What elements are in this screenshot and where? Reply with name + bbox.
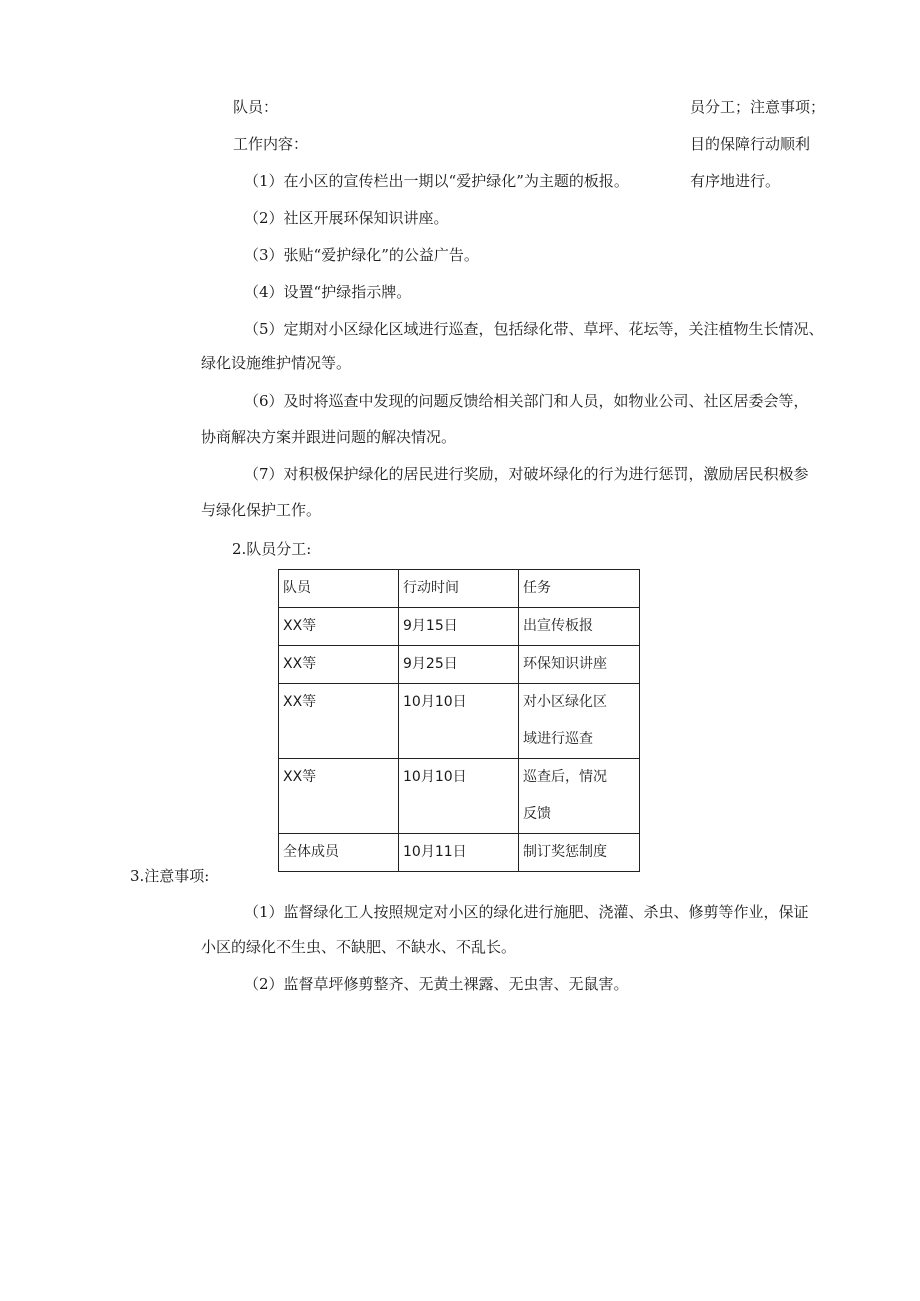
members-label: 队员： <box>233 98 279 116</box>
work-item-continuation: 绿化设施维护情况等。 <box>201 354 352 372</box>
work-item-continuation: 与绿化保护工作。 <box>201 501 322 519</box>
table-cell: 10月10日 <box>399 759 519 834</box>
table-cell: 对小区绿化区 域进行巡查 <box>519 684 640 759</box>
work-item: （3）张贴“爱护绿化”的公益广告。 <box>244 246 479 264</box>
side-text-line: 有序地进行。 <box>690 172 781 190</box>
work-item: （5）定期对小区绿化区域进行巡查，包括绿化带、草坪、花坛等，关注植物生长情况、 <box>244 320 824 338</box>
table-cell: 出宣传板报 <box>519 608 640 646</box>
table-cell: XX等 <box>279 759 399 834</box>
table-row <box>279 608 640 646</box>
table-cell: 全体成员 <box>279 834 399 872</box>
section-3-title: 3.注意事项: <box>130 867 210 885</box>
table-cell: XX等 <box>279 646 399 684</box>
table-cell: 巡查后，情况 反馈 <box>519 759 640 834</box>
work-item: （4）设置“护绿指示牌。 <box>244 283 412 301</box>
work-item: （1）在小区的宣传栏出一期以“爱护绿化”为主题的板报。 <box>244 172 629 190</box>
note-item-continuation: 小区的绿化不生虫、不缺肥、不缺水、不乱长。 <box>201 938 517 956</box>
note-item: （2）监督草坪修剪整齐、无黄土裸露、无虫害、无鼠害。 <box>244 975 629 993</box>
assignment-table <box>278 569 640 872</box>
table-cell: 9月15日 <box>399 608 519 646</box>
table-cell: XX等 <box>279 608 399 646</box>
header-cell: 行动时间 <box>399 570 519 608</box>
work-item: （7）对积极保护绿化的居民进行奖励，对破坏绿化的行为进行惩罚，激励居民积极参 <box>244 465 809 483</box>
header-cell: 任务 <box>519 570 640 608</box>
table-cell: 制订奖惩制度 <box>519 834 640 872</box>
work-item: （2）社区开展环保知识讲座。 <box>244 209 449 227</box>
table-row <box>279 759 640 834</box>
header-cell: 队员 <box>279 570 399 608</box>
note-item: （1）监督绿化工人按照规定对小区的绿化进行施肥、浇灌、杀虫、修剪等作业，保证 <box>244 903 809 921</box>
table-cell: 9月25日 <box>399 646 519 684</box>
work-item-continuation: 协商解决方案并跟进问题的解决情况。 <box>201 428 457 446</box>
side-text-line: 目的保障行动顺利 <box>690 135 811 153</box>
work-content-label: 工作内容： <box>233 135 309 153</box>
table-cell: 环保知识讲座 <box>519 646 640 684</box>
table-cell: 10月11日 <box>399 834 519 872</box>
table-row <box>279 834 640 872</box>
work-item: （6）及时将巡查中发现的问题反馈给相关部门和人员，如物业公司、社区居委会等， <box>244 392 809 410</box>
section-2-title: 2.队员分工: <box>232 540 312 558</box>
side-text-line: 员分工；注意事项； <box>690 98 826 116</box>
table-cell: 10月10日 <box>399 684 519 759</box>
table-row <box>279 684 640 759</box>
table-cell: XX等 <box>279 684 399 759</box>
table-row <box>279 646 640 684</box>
table-header-row <box>279 570 640 608</box>
